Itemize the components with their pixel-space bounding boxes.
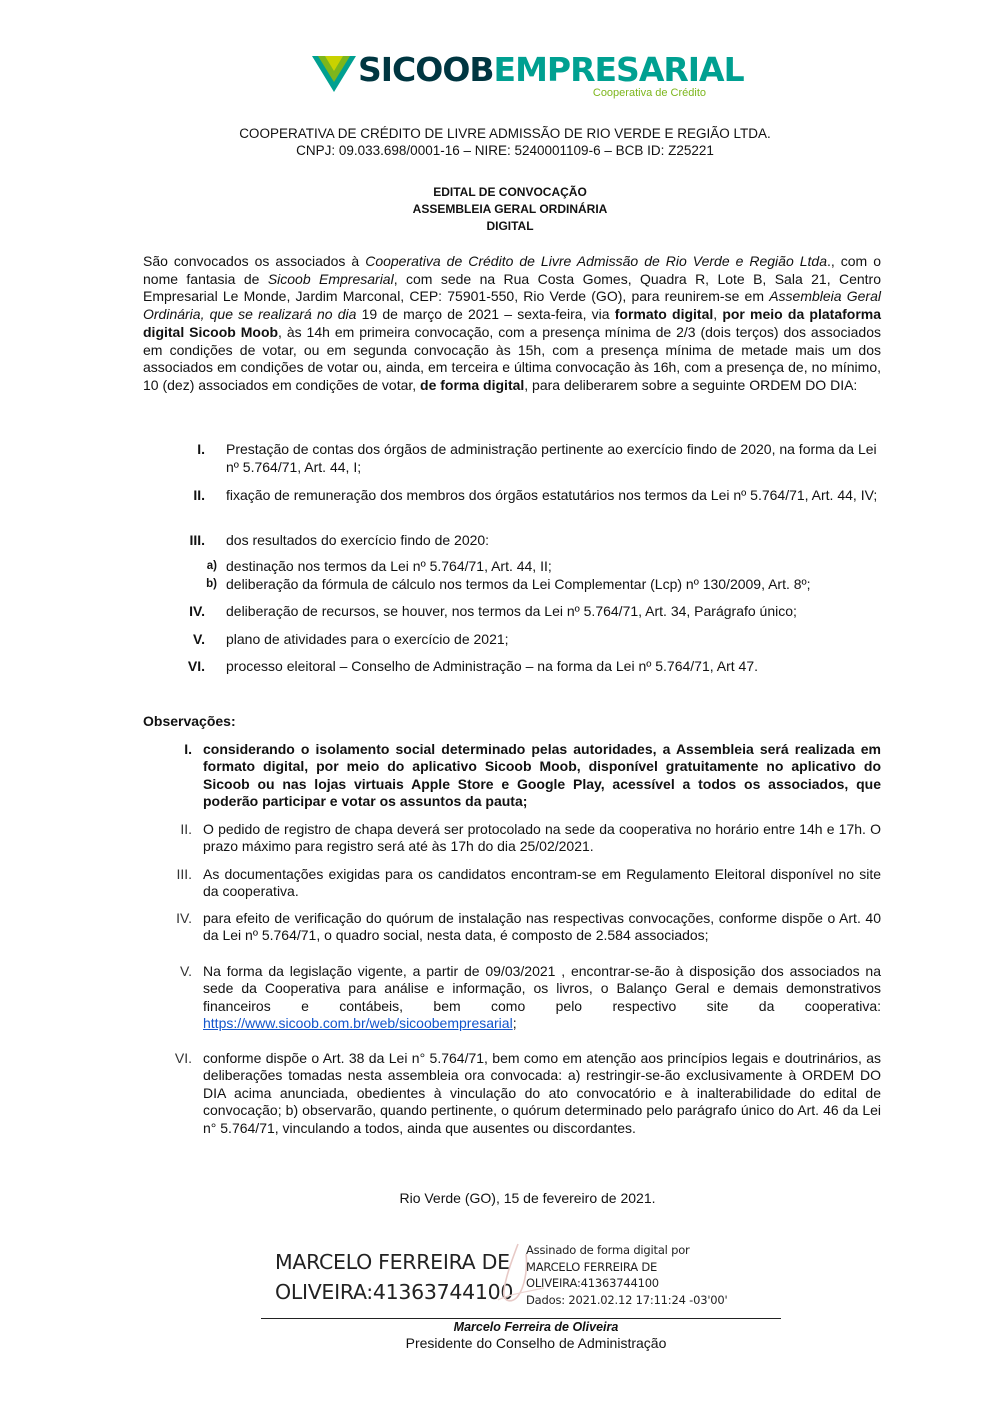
- agenda-text: processo eleitoral – Conselho de Administração – na forma da Lei nº 5.764/71, Art 47.: [226, 658, 758, 674]
- organization-name: COOPERATIVA DE CRÉDITO DE LIVRE ADMISSÃO DE RIO VERDE E REGIÃO LTDA.: [239, 126, 771, 141]
- title-line-3: DIGITAL: [486, 219, 534, 233]
- agenda-subitem-letter: b): [206, 578, 217, 590]
- agenda-text: deliberação de recursos, se houver, nos termos da Lei nº 5.764/71, Art. 34, Parágrafo único;: [226, 603, 797, 619]
- sicoob-logo: [312, 50, 744, 102]
- intro-platform: por meio da plataforma digital Sicoob Moob: [143, 306, 881, 340]
- signature-line: [261, 1318, 781, 1319]
- agenda-subitem-text: destinação nos termos da Lei nº 5.764/71, Art. 44, II;: [226, 558, 552, 574]
- logo-brand-secondary: EMPRESARIAL: [493, 50, 744, 89]
- observation-number: III.: [176, 866, 192, 882]
- agenda-number: II.: [193, 487, 205, 503]
- signature-info-line-2: MARCELO FERREIRA DE: [526, 1259, 658, 1274]
- observation-number: V.: [180, 963, 192, 979]
- intro-text: , para deliberarem sobre a seguinte ORDEM DO DIA:: [524, 376, 858, 393]
- observation-text: [203, 963, 881, 1033]
- agenda-text: Prestação de contas dos órgãos de administração pertinente ao exercício findo de 2020, na forma da Lei nº 5.764/71, Art. 44, I;: [226, 441, 877, 475]
- observation-text: para efeito de verificação do quórum de instalação nas respectivas convocações, conforme dispõe o Art. 40 da Lei nº 5.764/71, o quadro social, nesta data, é composto de 2.584 associados;: [203, 910, 881, 944]
- agenda-number: V.: [193, 631, 205, 647]
- agenda-number: III.: [189, 532, 205, 548]
- intro-text: , com sede na Rua Costa Gomes, Quadra R, Lote B, Sala 21, Centro Empresarial Le Monde, Jardim Marconal, CEP: 75901-550, Rio Verde (GO), para reunirem-se em: [143, 270, 882, 305]
- logo-brand-primary: SICOOB: [358, 50, 494, 89]
- document-title: [0, 184, 1000, 235]
- observation-text: conforme dispõe o Art. 38 da Lei n° 5.764/71, bem como em atenção aos princípios legais e doutrinários, as deliberações tomadas nesta assembleia ora convocada: a) restringir-se-ão exclusivamente à ORDEM DO DIA acima anunciada, obedientes à vinculação do ato convocatório e à inalterabilidade do edital de convocação; b) observarão, quando pertinente, o quórum determinado pelo parágrafo único do Art. 46 da Lei n° 5.764/71, vinculando a todos, ainda que ausentes ou discordantes.: [203, 1050, 881, 1136]
- observation-text-end: ;: [512, 1015, 517, 1032]
- observation-text-body: Na forma da legislação vigente, a partir de 09/03/2021 , encontrar-se-ão à disposição dos associados na sede da Cooperativa para análise e informação, os livros, o Balanço Geral e demais demonstrativos financeiros e contábeis, bem como pelo respectivo site da cooperativa:: [203, 963, 881, 1014]
- logo-tagline: Cooperativa de Crédito: [592, 87, 706, 99]
- intro-coop-name: Cooperativa de Crédito de Livre Admissão de Rio Verde e Região Ltda: [365, 253, 827, 269]
- signer-name: Marcelo Ferreira de Oliveira: [453, 1320, 619, 1334]
- organization-registry: CNPJ: 09.033.698/0001-16 – NIRE: 5240001109-6 – BCB ID: Z25221: [296, 143, 714, 158]
- signature-name-line-2: OLIVEIRA:41363744100: [275, 1280, 514, 1304]
- organization-header: [0, 125, 1000, 159]
- digital-signature-info: [526, 1242, 728, 1308]
- agenda-subitem-text: deliberação da fórmula de cálculo nos termos da Lei Complementar (Lcp) nº 130/2009, Art. 8º;: [226, 576, 811, 592]
- observation-number: I.: [184, 741, 192, 757]
- observation-number: VI.: [174, 1050, 192, 1066]
- intro-digital: de forma digital: [420, 376, 525, 393]
- intro-format: formato digital: [614, 306, 714, 323]
- logo-wordmark: [358, 50, 744, 90]
- observation-text: As documentações exigidas para os candidatos encontram-se em Regulamento Eleitoral disponível no site da cooperativa.: [203, 866, 881, 900]
- agenda-number: VI.: [187, 658, 205, 674]
- sicoob-logo-icon: [312, 54, 356, 94]
- signature-info-line-3: OLIVEIRA:41363744100: [526, 1276, 659, 1290]
- intro-text: São convocados os associados à: [143, 253, 366, 269]
- observation-number: IV.: [176, 910, 192, 926]
- intro-text: , às 14h em primeira convocação, com a presença mínima de 2/3 (dois terços) dos associados em condições de votar, ou em segunda convocação às 15h, com a presença mínima de metade mais um dos associados em condições de votar ou, ainda, em terceira e última convocação às 16h, com a presença de, no mínimo, 10 (dez) associados em condições de votar,: [143, 323, 881, 393]
- title-line-2: ASSEMBLEIA GERAL ORDINÁRIA: [412, 202, 608, 216]
- observation-number: II.: [180, 821, 192, 837]
- observation-text: considerando o isolamento social determinado pelas autoridades, a Assembleia será realizada em formato digital, por meio do aplicativo Sicoob Moob, disponível gratuitamente no aplicativo do Sicoob ou nas lojas virtuais Apple Store e Google Play, acessível a todos os associados, que poderão participar e votar os assuntos da pauta;: [203, 741, 881, 810]
- signature-info-line-4: Dados: 2021.02.12 17:11:24 -03'00': [526, 1292, 728, 1307]
- intro-text: ,: [713, 306, 723, 323]
- agenda-subitem-letter: a): [206, 560, 217, 572]
- digital-signature-name: [275, 1247, 513, 1307]
- title-line-1: EDITAL DE CONVOCAÇÃO: [433, 185, 587, 199]
- intro-paragraph: [143, 253, 881, 395]
- agenda-text: plano de atividades para o exercício de 2021;: [226, 631, 509, 647]
- agenda-number: I.: [197, 441, 205, 457]
- intro-text: 19 de março de 2021 – sexta-feira, via: [356, 306, 615, 323]
- signer-role: Presidente do Conselho de Administração: [405, 1335, 667, 1351]
- agenda-number: IV.: [189, 603, 205, 619]
- observation-text: O pedido de registro de chapa deverá ser protocolado na sede da cooperativa no horário entre 14h e 17h. O prazo máximo para registro será até às 17h do dia 25/02/2021.: [203, 821, 881, 855]
- sicoob-website-link[interactable]: https://www.sicoob.com.br/web/sicoobempresarial: [203, 1015, 513, 1032]
- signature-info-line-1: Assinado de forma digital por: [526, 1243, 690, 1257]
- intro-assembly: Assembleia Geral Ordinária, que se realizará no dia: [143, 288, 881, 323]
- city-date: Rio Verde (GO), 15 de fevereiro de 2021.: [399, 1190, 656, 1206]
- intro-trade-name: Sicoob Empresarial: [267, 270, 394, 287]
- observations-title: Observações:: [143, 713, 236, 729]
- agenda-text: fixação de remuneração dos membros dos órgãos estatutários nos termos da Lei nº 5.764/71, Art. 44, IV;: [226, 487, 878, 503]
- agenda-text: dos resultados do exercício findo de 2020:: [226, 532, 490, 548]
- intro-text: ., com o nome fantasia de: [143, 253, 881, 287]
- signature-name-line-1: MARCELO FERREIRA DE: [275, 1250, 510, 1274]
